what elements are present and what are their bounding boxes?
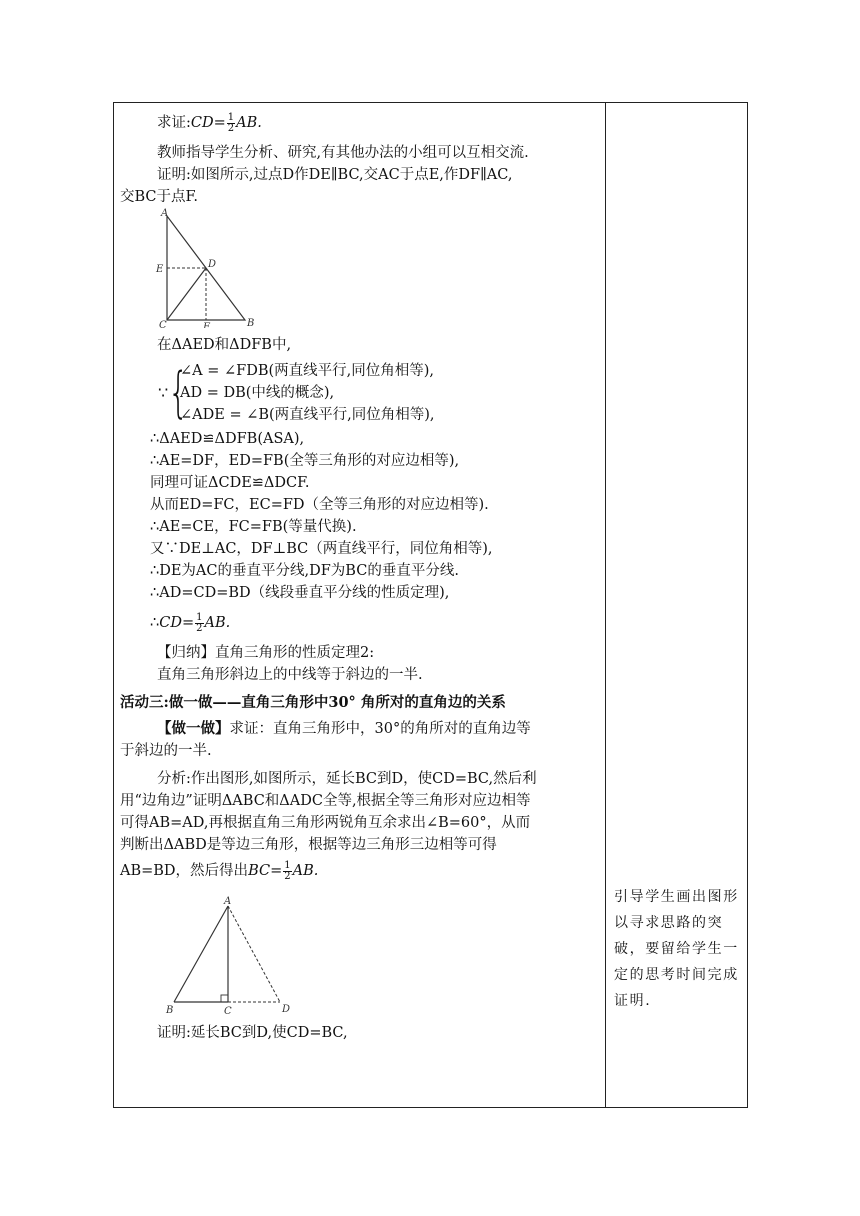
fig2-label-b: B (166, 1005, 174, 1016)
figure-2 (160, 896, 602, 1022)
step-6: 又∵DE⊥AC，DF⊥BC（两直线平行，同位角相等), (150, 541, 493, 557)
fig1-label-b: B (247, 318, 255, 328)
fraction-half: $\frac{1}{2}$ (227, 111, 235, 134)
analysis-line-5: AB=BD，然后得出BC= $\frac{1}{2}$ AB. (120, 859, 319, 882)
fraction-half-2: $\frac{1}{2}$ (196, 611, 203, 634)
analysis-line-1: 分析:作出图形,如图所示，延长BC到D，使CD=BC,然后利 (157, 771, 537, 787)
brace-glyph: { (168, 361, 189, 424)
step-5: ∴AE=CE，FC=FB(等量代换). (150, 519, 357, 535)
step-8: ∴AD=CD=BD（线段垂直平分线的性质定理), (150, 585, 450, 601)
step-7: ∴DE为AC的垂直平分线,DF为BC的垂直平分线. (150, 563, 459, 579)
figure-1 (153, 208, 602, 328)
fig1-label-f: F (203, 322, 210, 328)
proof-start: 证明:延长BC到D,使CD=BC, (157, 1025, 348, 1041)
fig1-label-e: E (156, 264, 164, 275)
step-1: ∴ΔAED≌ΔDFB(ASA), (150, 431, 305, 447)
fig2-label-a: A (224, 896, 232, 907)
step-3: 同理可证ΔCDE≌ΔDCF. (150, 475, 310, 491)
step-2: ∴AE=DF，ED=FB(全等三角形的对应边相等), (150, 453, 460, 469)
condition-3: ∠ADE = ∠B(两直线平行,同位角相等), (180, 407, 435, 423)
condition-system: ∵ { ∠A = ∠FDB(两直线平行,同位角相等), AD = DB(中线的概念), ∠ADE = ∠B(两直线平行,同位角相等), (120, 360, 602, 426)
column-divider (605, 102, 606, 1108)
fig2-label-d: D (282, 1004, 291, 1015)
summary-text: 直角三角形斜边上的中线等于斜边的一半. (157, 667, 423, 683)
fraction-half-3: $\frac{1}{2}$ (284, 859, 291, 882)
proof-line-1: 证明:如图所示,过点D作DE∥BC,交AC于点E,作DF∥AC, (157, 167, 513, 183)
task-line-2: 于斜边的一半. (120, 743, 212, 759)
teacher-guidance: 教师指导学生分析、研究,有其他办法的小组可以互相交流. (157, 145, 529, 161)
condition-1: ∠A = ∠FDB(两直线平行,同位角相等), (180, 363, 435, 379)
main-column (120, 110, 602, 1044)
prove-statement: 求证:CD= $\frac{1}{2}$ AB. (157, 111, 262, 134)
summary-title: 【归纳】直角三角形的性质定理2: (157, 645, 375, 661)
analysis-line-2: 用“边角边”证明ΔABC和ΔADC全等,根据全等三角形对应边相等 (120, 793, 531, 809)
teaching-note: 引导学生画出图形以寻求思路的突破，要留给学生一定的思考时间完成证明. (614, 889, 739, 1009)
conclusion: ∴CD= $\frac{1}{2}$ AB. (150, 611, 231, 634)
fig2-label-c: C (224, 1006, 232, 1017)
analysis-line-3: 可得AB=AD,再根据直角三角形两锐角互余求出∠B=60°，从而 (120, 815, 531, 831)
task-line-1: 【做一做】求证：直角三角形中，30°的角所对的直角边等 (157, 720, 531, 737)
activity-heading: 活动三:做一做——直角三角形中30° 角所对的直角边的关系 (120, 694, 506, 711)
fig1-label-c: C (159, 320, 167, 328)
proof-line-2: 交BC于点F. (120, 189, 198, 205)
fig1-label-d: D (208, 259, 217, 270)
step-4: 从而ED=FC，EC=FD（全等三角形的对应边相等). (150, 497, 489, 513)
in-triangles: 在ΔAED和ΔDFB中, (157, 337, 292, 353)
analysis-line-4: 判断出ΔABD是等边三角形，根据等边三角形三边相等可得 (120, 837, 497, 853)
condition-2: AD = DB(中线的概念), (180, 385, 335, 401)
fig1-label-a: A (161, 208, 169, 219)
